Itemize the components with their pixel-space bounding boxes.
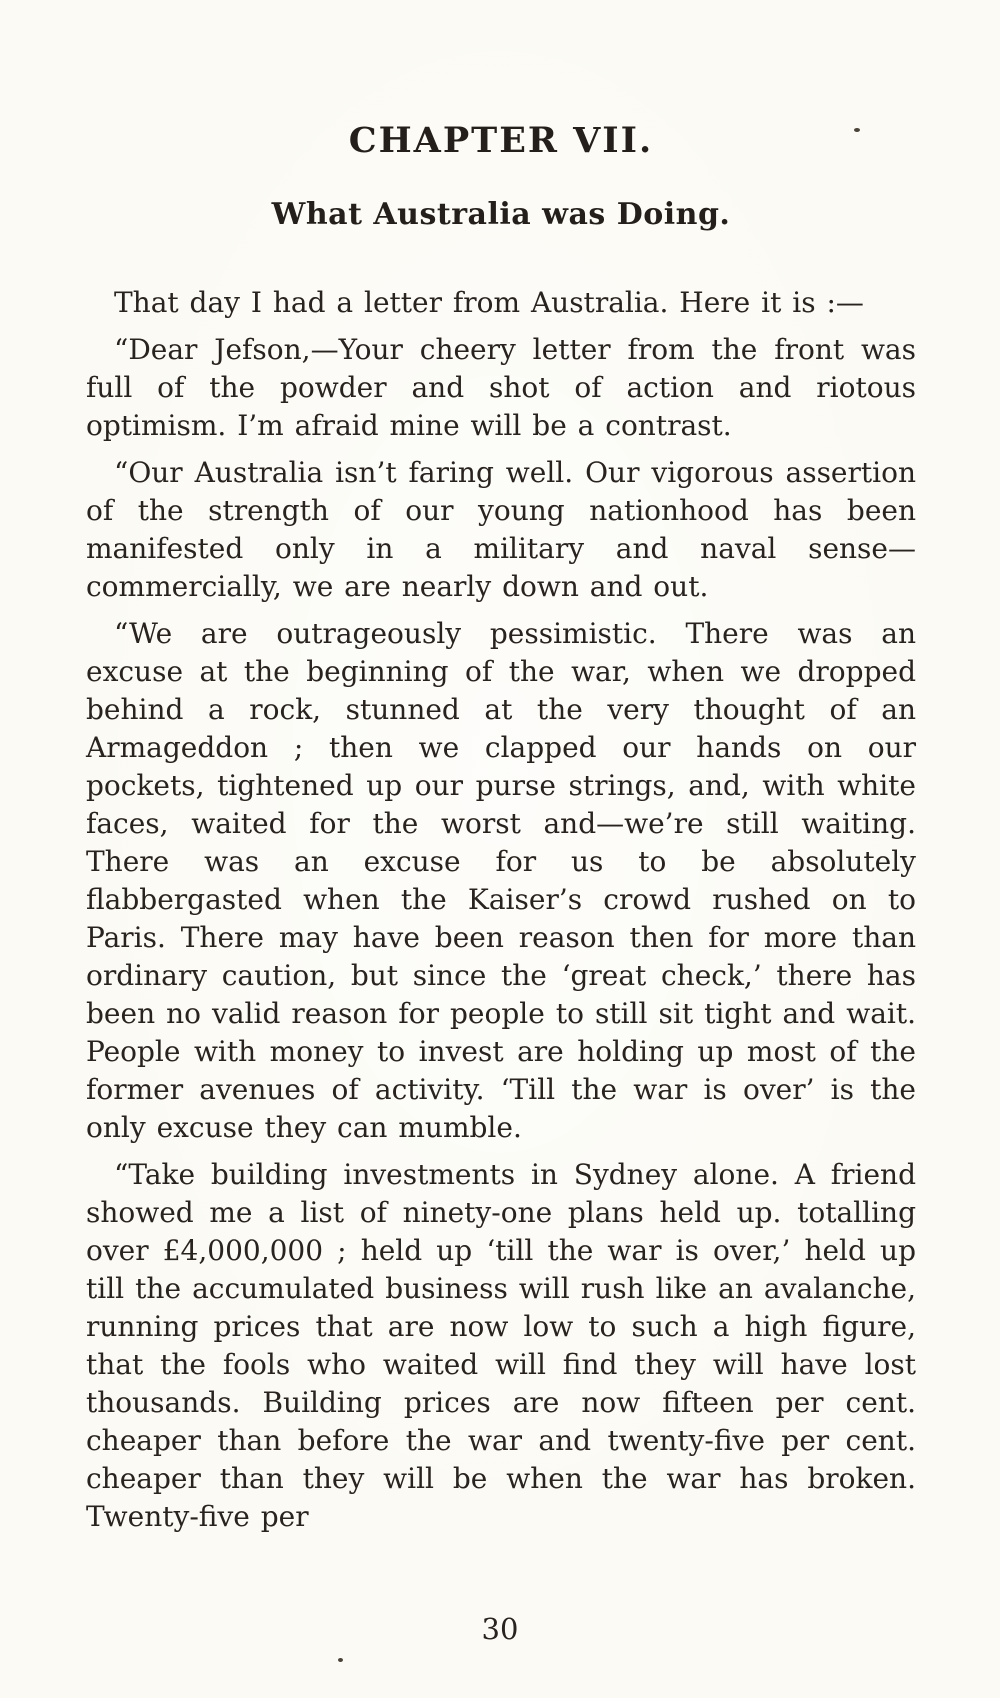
paragraph-1: That day I had a letter from Australia. Here it is :— — [114, 286, 864, 319]
page-number: 30 — [481, 1612, 519, 1646]
chapter-title: CHAPTER VII. — [348, 120, 654, 161]
scan-speck — [854, 128, 860, 132]
scan-speck — [338, 1658, 343, 1662]
paragraph-3: “Our Australia isn’t faring well. Our vigorous assertion of the strength of our young nationhood has been manifested only in a military and naval sense—commercially, we are nearly down and out. — [86, 456, 916, 603]
section-title: What Australia was Doing. — [271, 197, 731, 232]
paragraph-2: “Dear Jefson,—Your cheery letter from the front was full of the powder and shot of action and riotous optimism. I’m afraid mine will be a contrast. — [86, 333, 916, 442]
paragraph-4: “We are outrageously pessimistic. There was an excuse at the beginning of the war, when we dropped behind a rock, stunned at the very thought of an Armageddon ; then we clapped our hands on our pockets, tightened up our purse strings, and, with white faces, waited for the worst and—we’re still waiting. There was an excuse for us to be absolutely flabbergasted when the Kaiser’s crowd rushed on to Paris. There may have been reason then for more than ordinary caution, but since the ‘great check,’ there has been no valid reason for people to still sit tight and wait. People with money to invest are holding up most of the former avenues of activity. ‘Till the war is over’ is the only excuse they can mumble. — [86, 617, 916, 1144]
paragraph-5: “Take building investments in Sydney alone. A friend showed me a list of ninety-one plans held up. totalling over £4,000,000 ; held up ‘till the war is over,’ held up till the accumulated business will rush like an avalanche, running prices that are now low to such a high figure, that the fools who waited will find they will have lost thousands. Building prices are now fifteen per cent. cheaper than before the war and twenty-five per cent. cheaper than they will be when the war has broken. Twenty-five per — [86, 1158, 916, 1533]
